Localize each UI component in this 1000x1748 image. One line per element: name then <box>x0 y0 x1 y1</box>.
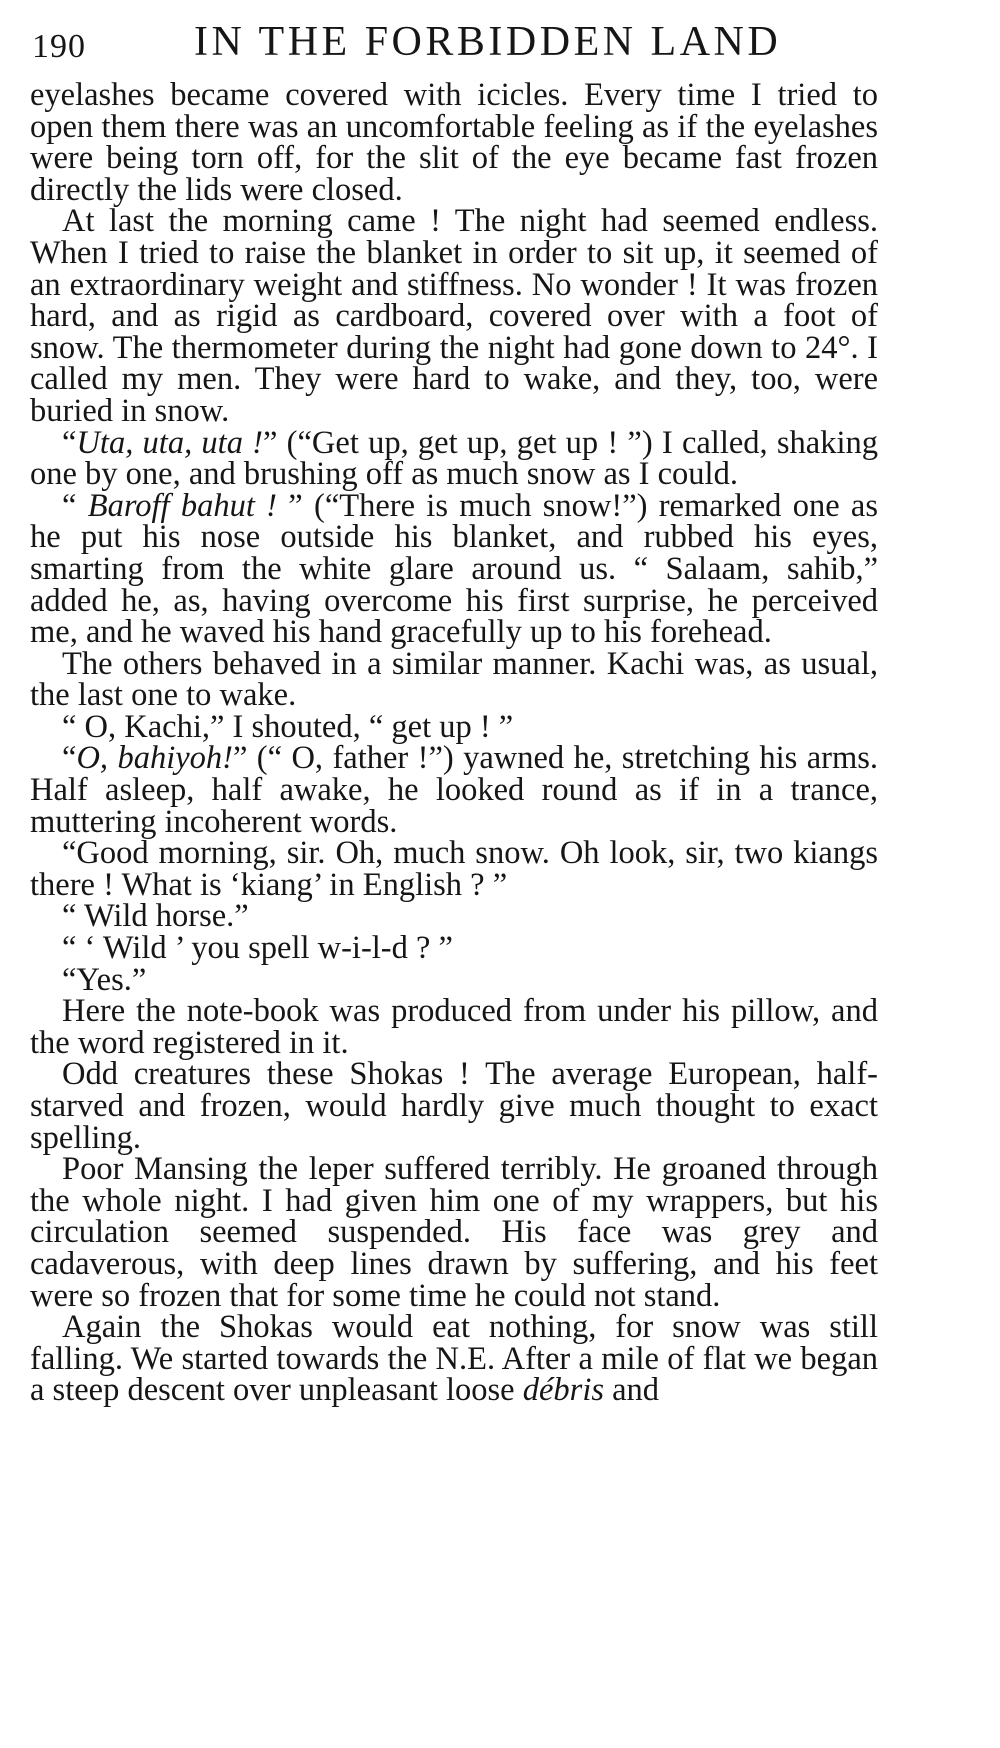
page-number: 190 <box>32 28 86 65</box>
paragraph <box>30 930 878 967</box>
paragraph <box>30 1151 878 1314</box>
paragraph <box>30 835 878 903</box>
text-run: Poor Mansing the leper suffered terribly. He groaned through the whole night. I had given him one of my wrappers, but his circulation seemed suspended. His face was grey and cadaverous, with deep lines drawn by suffering, and his feet were so frozen that for some time he could not stand. <box>30 1151 878 1314</box>
paragraph <box>30 961 878 998</box>
text-run: ” (“ O, father !”) yawned he, stretching his arms. Half asleep, half awake, he looked round as if in a trance, muttering incoherent words. <box>30 740 878 840</box>
text-run: “ ‘ Wild ’ you spell w-i-l-d ? ” <box>62 930 453 967</box>
paragraph <box>30 1056 878 1156</box>
text-run: Here the note-book was produced from under his pillow, and the word registered in it. <box>30 993 878 1061</box>
paragraph <box>30 487 878 651</box>
text-run: ” (“Get up, get up, get up ! ”) I called, shaking one by one, and brushing off as much snow as I could. <box>30 424 878 493</box>
paragraph <box>30 898 878 935</box>
text-run: eyelashes became covered with icicles. Every time I tried to open them there was an uncomfortable feeling as if the eyelashes were being torn off, for the slit of the eye became fast frozen directly the lids were closed. <box>30 77 878 208</box>
text-run: The others behaved in a similar manner. Kachi was, as usual, the last one to wake. <box>30 645 878 714</box>
italic-text: Uta, uta, uta ! <box>76 424 264 461</box>
italic-text: Baroff bahut ! <box>87 487 277 524</box>
text-run: “ <box>62 487 88 524</box>
text-run: At last the morning came ! The night had seemed endless. When I tried to raise the blanket in order to sit up, it seemed of an extraordinary weight and stiffness. No wonder ! It was frozen hard, and as rigid as cardboard, covered over with a foot of snow. The thermometer during the night had gone down to 24°. I called my men. They were hard to wake, and they, too, were buried in snow. <box>30 203 878 429</box>
paragraph <box>30 993 878 1061</box>
paragraph <box>30 203 878 429</box>
text-run: “ <box>62 740 77 777</box>
paragraph <box>30 424 878 493</box>
body-text <box>30 77 878 1409</box>
paragraph <box>30 77 878 208</box>
text-run: “ Wild horse.” <box>62 898 249 935</box>
paragraph <box>30 645 878 714</box>
text-run: Odd creatures these Shokas ! The average European, half-starved and frozen, would hardly give much thought to exact spelling. <box>30 1056 878 1156</box>
text-run: “ O, Kachi,” I shouted, “ get up ! ” <box>62 708 514 745</box>
paragraph <box>30 708 878 745</box>
text-run: “ <box>62 424 77 461</box>
paragraph <box>30 1309 878 1409</box>
text-run: “Yes.” <box>62 961 147 998</box>
italic-text: O, bahiyoh! <box>76 740 233 777</box>
running-title: IN THE FORBIDDEN LAND <box>194 19 782 65</box>
page-header <box>32 18 962 78</box>
text-run: Again the Shokas would eat nothing, for snow was still falling. We started towards the N.E. After a mile of flat we began a steep descent over unpleasant loose <box>30 1309 878 1409</box>
italic-text: débris <box>522 1372 604 1409</box>
paragraph <box>30 740 878 840</box>
text-run: “Good morning, sir. Oh, much snow. Oh look, sir, two kiangs there ! What is ‘kiang’ in English ? ” <box>30 835 878 903</box>
text-run: ” (“There is much snow!”) remarked one as he put his nose outside his blanket, and rubbed his eyes, smarting from the white glare around us. “ Salaam, sahib,” added he, as, having overcome his first surprise, he perceived me, and he waved his hand gracefully up to his forehead. <box>30 487 878 651</box>
text-run: and <box>604 1372 660 1409</box>
